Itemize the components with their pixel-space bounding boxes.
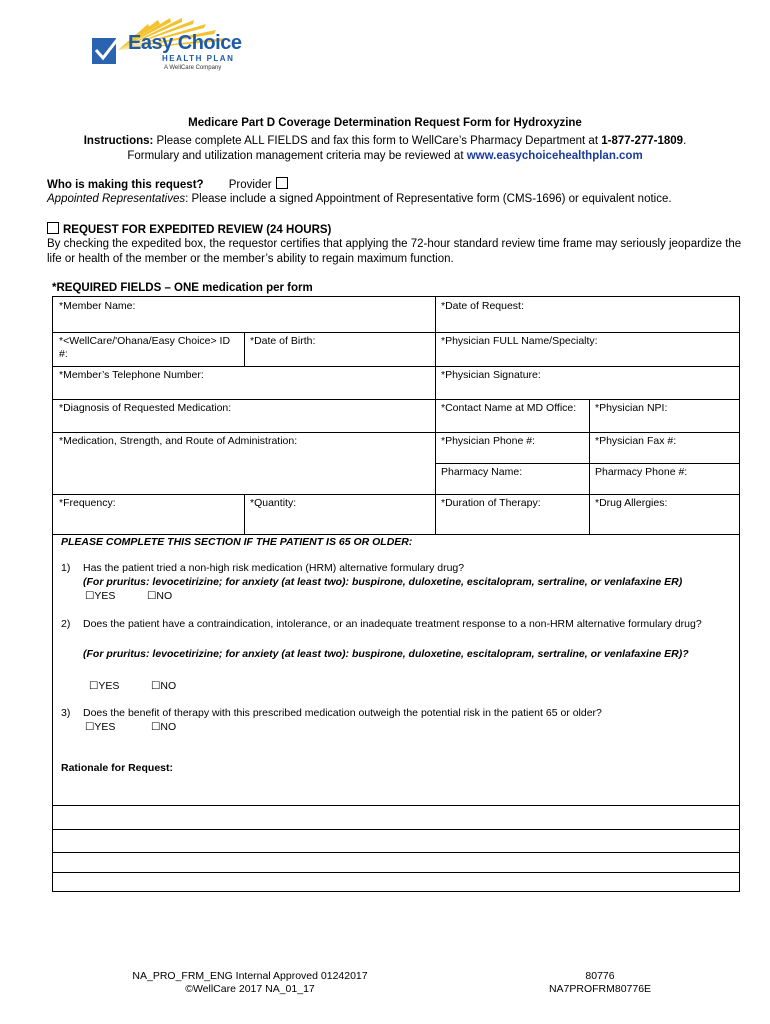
expedited-checkbox[interactable] — [47, 222, 59, 234]
row-divider — [53, 829, 739, 830]
footer-approval: NA_PRO_FRM_ENG Internal Approved 01242017 — [132, 970, 368, 982]
rationale-label: Rationale for Request: — [61, 762, 174, 774]
who-request — [47, 177, 288, 191]
dob-field[interactable]: *Date of Birth: — [250, 335, 316, 347]
logo-name: Easy Choice — [128, 32, 242, 54]
footer-form-code: NA7PROFRM80776E — [548, 983, 652, 995]
logo-company: A WellCare Company — [164, 65, 222, 71]
q2-no[interactable]: ☐NO — [151, 680, 177, 692]
q3-text: Does the benefit of therapy with this prescribed medication outweigh the potential risk in the patient 65 or older? — [83, 707, 602, 719]
medication-field[interactable]: *Medication, Strength, and Route of Administration: — [59, 435, 298, 447]
instructions — [0, 134, 770, 164]
physician-npi-field[interactable]: *Physician NPI: — [595, 402, 668, 414]
instructions-period: . — [683, 135, 687, 147]
q1-note: (For pruritus: levocetirizine; for anxiety (at least two): buspirone, duloxetine, escitalopram, sertraline, or venlafaxine ER) — [83, 576, 683, 588]
date-of-request-field[interactable]: *Date of Request: — [441, 300, 524, 312]
q2-number: 2) — [61, 618, 71, 630]
provider-checkbox[interactable] — [276, 177, 288, 189]
section-65-header: PLEASE COMPLETE THIS SECTION IF THE PATIENT IS 65 OR OLDER: — [61, 536, 413, 548]
required-fields-header: *REQUIRED FIELDS – ONE medication per form — [52, 282, 313, 294]
appointed-text: : Please include a signed Appointment of Representative form (CMS-1696) or equivalent notice. — [185, 193, 672, 205]
physician-name-field[interactable]: *Physician FULL Name/Specialty: — [441, 335, 598, 347]
appointed-reps — [47, 193, 672, 205]
q3-yes[interactable]: ☐YES — [85, 721, 116, 733]
physician-phone-field[interactable]: *Physician Phone #: — [441, 435, 535, 447]
q1-no[interactable]: ☐NO — [147, 590, 173, 602]
expedited-body: By checking the expedited box, the requestor certifies that applying the 72-hour standard review time frame may seriously jeopardize the life or health of the member or the member’s ability to regain maximum function. — [47, 238, 742, 265]
q3-no[interactable]: ☐NO — [151, 721, 177, 733]
request-form-table — [52, 296, 740, 892]
criteria-text: Formulary and utilization management criteria may be reviewed at — [127, 150, 467, 162]
footer-right — [520, 970, 680, 996]
row-divider — [53, 852, 739, 853]
logo-subtitle: HEALTH PLAN — [162, 54, 235, 63]
physician-signature-field[interactable]: *Physician Signature: — [441, 369, 541, 381]
q1-yes[interactable]: ☐YES — [85, 590, 116, 602]
who-label: Who is making this request? — [47, 179, 204, 191]
footer-form-number: 80776 — [585, 970, 615, 982]
provider-label: Provider — [228, 179, 272, 191]
q2-note: (For pruritus: levocetirizine; for anxiety (at least two): buspirone, duloxetine, escitalopram, sertraline, or venlafaxine ER)? — [83, 648, 689, 660]
member-phone-field[interactable]: *Member’s Telephone Number: — [59, 369, 204, 381]
website-link[interactable]: www.easychoicehealthplan.com — [466, 150, 643, 162]
instructions-text: Please complete ALL FIELDS and fax this form to WellCare’s Pharmacy Department at — [153, 135, 602, 147]
q1-text: Has the patient tried a non-high risk medication (HRM) alternative formulary drug? — [83, 562, 465, 574]
q1-number: 1) — [61, 562, 71, 574]
form-title: Medicare Part D Coverage Determination Request Form for Hydroxyzine — [188, 117, 582, 129]
appointed-label: Appointed Representatives — [47, 193, 186, 205]
member-id-field[interactable]: *<WellCare/'Ohana/Easy Choice> ID #: — [59, 335, 231, 360]
fax-number: 1-877-277-1809 — [601, 135, 684, 147]
frequency-field[interactable]: *Frequency: — [59, 497, 116, 509]
q3-number: 3) — [61, 707, 71, 719]
physician-fax-field[interactable]: *Physician Fax #: — [595, 435, 677, 447]
easy-choice-logo — [88, 16, 248, 82]
q2-yes[interactable]: ☐YES — [89, 680, 120, 692]
q2-text: Does the patient have a contraindication, intolerance, or an inadequate treatment response to a non-HRM alternative formulary drug? — [83, 618, 702, 630]
instructions-label: Instructions: — [83, 135, 154, 147]
member-name-field[interactable]: *Member Name: — [59, 300, 136, 312]
pharmacy-name-field[interactable]: Pharmacy Name: — [441, 466, 523, 478]
footer-copyright: ©WellCare 2017 NA_01_17 — [185, 983, 315, 995]
row-divider — [53, 805, 739, 806]
footer-left — [100, 970, 400, 996]
contact-name-field[interactable]: *Contact Name at MD Office: — [441, 402, 577, 414]
drug-allergies-field[interactable]: *Drug Allergies: — [595, 497, 668, 509]
expedited-label: REQUEST FOR EXPEDITED REVIEW (24 HOURS) — [63, 224, 332, 236]
row-divider — [53, 872, 739, 873]
diagnosis-field[interactable]: *Diagnosis of Requested Medication: — [59, 402, 232, 414]
pharmacy-phone-field[interactable]: Pharmacy Phone #: — [595, 466, 688, 478]
duration-field[interactable]: *Duration of Therapy: — [441, 497, 541, 509]
expedited-header — [47, 222, 331, 236]
quantity-field[interactable]: *Quantity: — [250, 497, 297, 509]
